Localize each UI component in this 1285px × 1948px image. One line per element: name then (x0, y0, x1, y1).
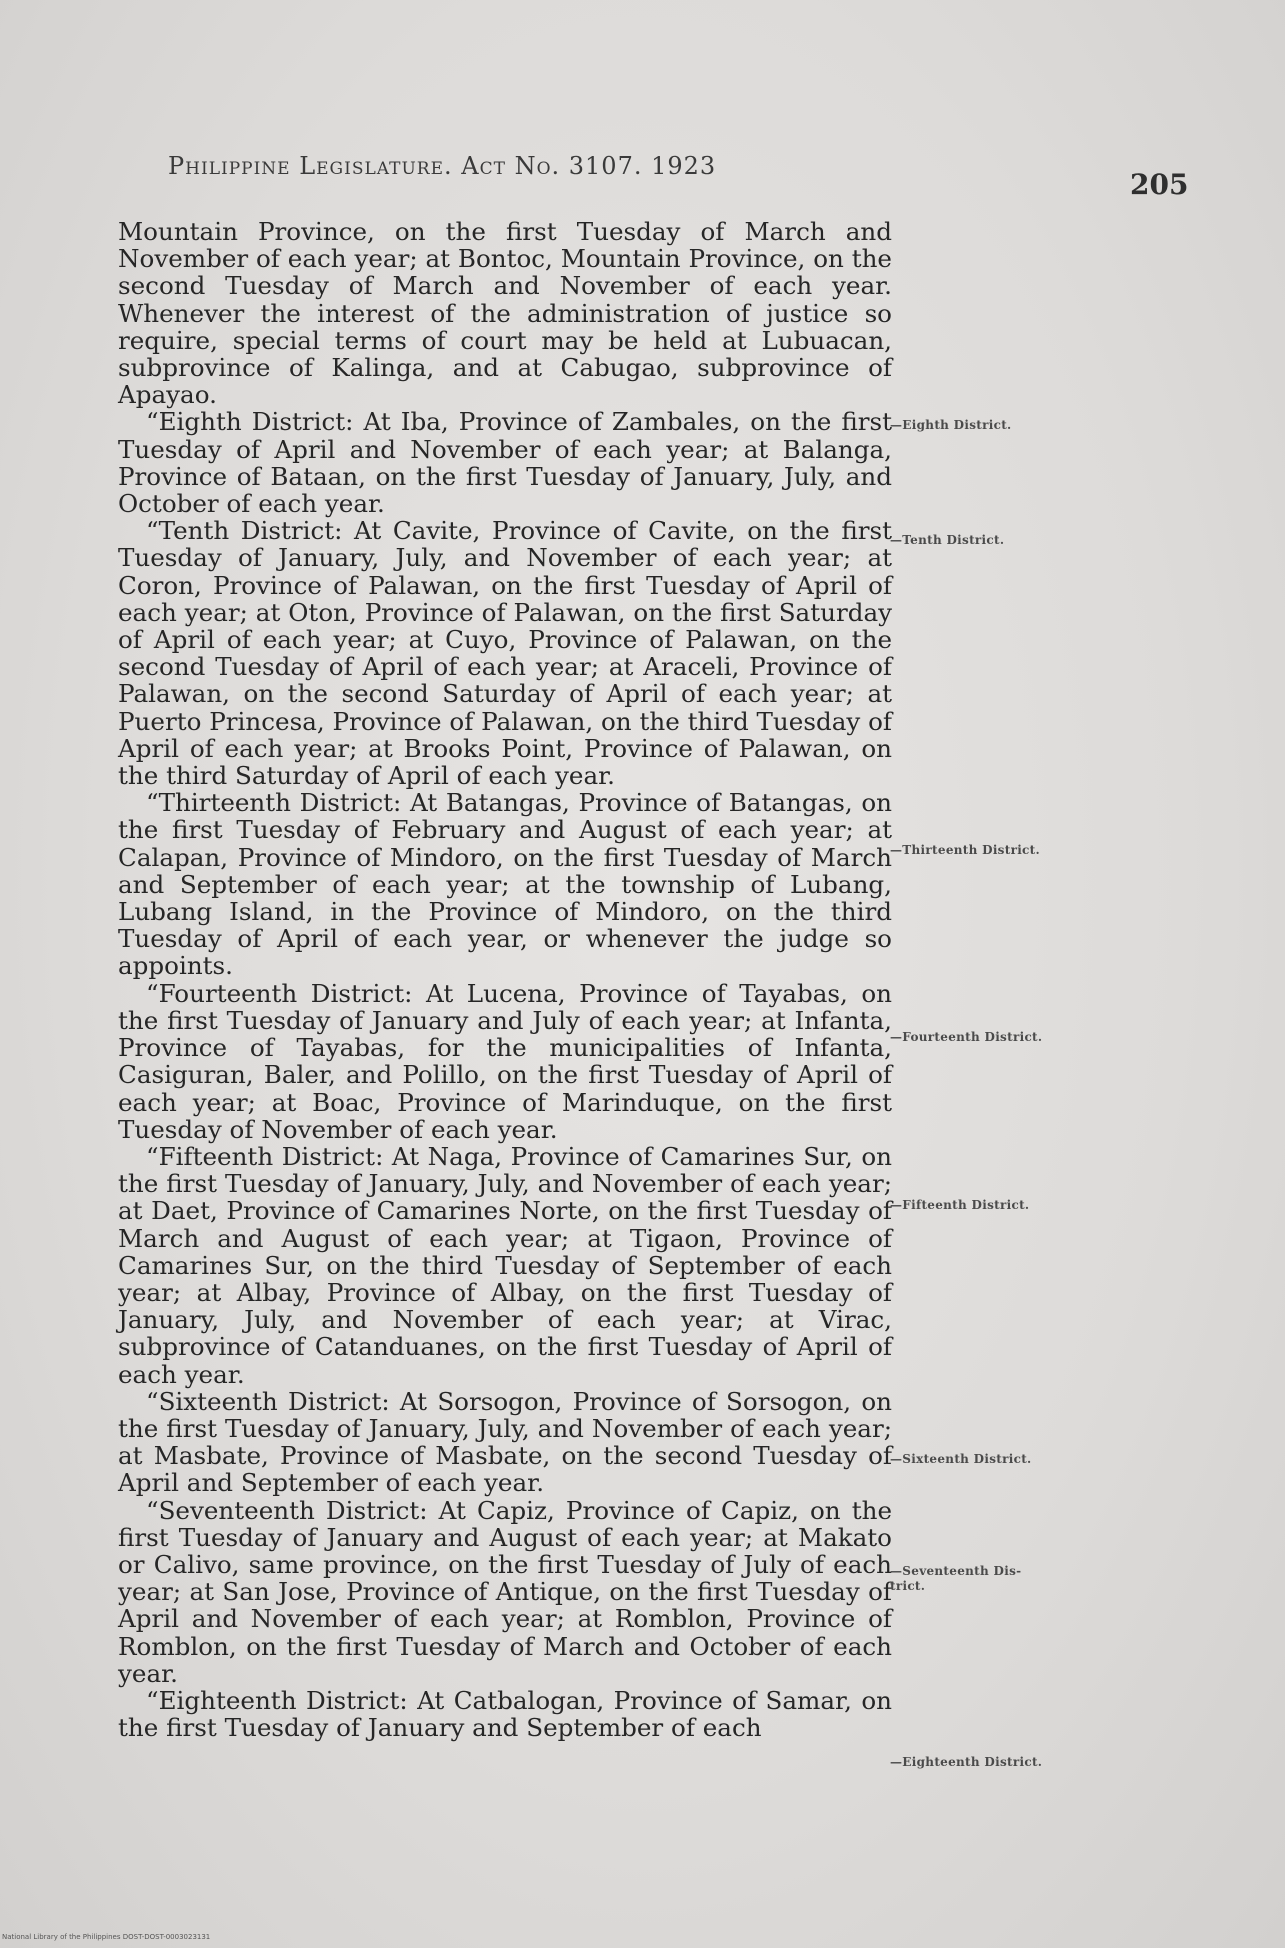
paragraph-eighteenth-district: “Eighteenth District: At Catbalogan, Province of Samar, on the first Tuesday of January and September of each (118, 1685, 892, 1743)
margin-note-eighth-district: —Eighth District. (890, 418, 1012, 432)
margin-note-seventeenth-district: —Seventeenth Dis- (890, 1564, 1022, 1578)
margin-note-sixteenth-district: —Sixteenth District. (890, 1452, 1032, 1466)
scan-credit: National Library of the Philippines DOST-DOST-0003023131 (2, 1933, 211, 1941)
paragraph-fifteenth-district: “Fifteenth District: At Naga, Province of Camarines Sur, on the first Tuesday of January, July, and November of each year; at Daet, Province of Camarines Norte, on the first Tuesday of March and August of each year; at Tigaon, Province of Camarines Sur, on the third Tuesday of September of each year; at Albay, Province of Albay, on the first Tuesday of January, July, and November of each year; at Virac, subprovince of Catanduanes, on the first Tuesday of April of each year. (118, 1141, 892, 1389)
paragraph-continuation: Mountain Province, on the first Tuesday of March and November of each year; at Bontoc, Mountain Province, on the second Tuesday of March and November of each year. Whenever the interest of the administration of justice so require, special terms of court may be held at Lubuacan, subprovince of Kalinga, and at Cabugao, subprovince of Apayao. (118, 217, 892, 410)
margin-note-thirteenth-district: —Thirteenth District. (890, 843, 1040, 857)
running-head: Philippine Legislature. Act No. 3107. 1923 (168, 152, 717, 180)
paragraph-tenth-district: “Tenth District: At Cavite, Province of Cavite, on the first Tuesday of January, July, and November of each year; at Coron, Province of Palawan, on the first Tuesday of April of each year; at Oton, Province of Palawan, on the first Saturday of April of each year; at Cuyo, Province of Palawan, on the second Tuesday of April of each year; at Araceli, Province of Palawan, on the second Saturday of April of each year; at Puerto Princesa, Province of Palawan, on the third Tuesday of April of each year; at Brooks Point, Province of Palawan, on the third Saturday of April of each year. (118, 516, 892, 791)
margin-note-fourteenth-district: —Fourteenth District. (890, 1030, 1043, 1044)
body-text (118, 218, 892, 1741)
margin-note-tenth-district: —Tenth District. (890, 533, 1005, 547)
paragraph-thirteenth-district: “Thirteenth District: At Batangas, Province of Batangas, on the first Tuesday of February and August of each year; at Calapan, Province of Mindoro, on the first Tuesday of March and September of each year; at the township of Lubang, Lubang Island, in the Province of Mindoro, on the third Tuesday of April of each year, or whenever the judge so appoints. (118, 788, 892, 981)
paragraph-eighth-district: “Eighth District: At Iba, Province of Zambales, on the first Tuesday of April and November of each year; at Balanga, Province of Bataan, on the first Tuesday of January, July, and October of each year. (118, 407, 892, 519)
paragraph-fourteenth-district: “Fourteenth District: At Lucena, Province of Tayabas, on the first Tuesday of January and July of each year; at Infanta, Province of Tayabas, for the municipalities of Infanta, Casiguran, Baler, and Polillo, on the first Tuesday of April of each year; at Boac, Province of Marinduque, on the first Tuesday of November of each year. (118, 978, 892, 1144)
margin-note-fifteenth-district: —Fifteenth District. (890, 1198, 1030, 1212)
paragraph-sixteenth-district: “Sixteenth District: At Sorsogon, Province of Sorsogon, on the first Tuesday of January, July, and November of each year; at Masbate, Province of Masbate, on the second Tuesday of April and September of each year. (118, 1386, 892, 1498)
margin-note-eighteenth-district: —Eighteenth District. (890, 1755, 1043, 1769)
paragraph-seventeenth-district: “Seventeenth District: At Capiz, Province of Capiz, on the first Tuesday of January and August of each year; at Makato or Calivo, same province, on the first Tuesday of July of each year; at San Jose, Province of Antique, on the first Tuesday of April and November of each year; at Romblon, Province of Romblon, on the first Tuesday of March and October of each year. (118, 1495, 892, 1688)
page-number: 205 (1130, 168, 1189, 201)
margin-note-seventeenth-district-cont: trict. (890, 1579, 926, 1593)
